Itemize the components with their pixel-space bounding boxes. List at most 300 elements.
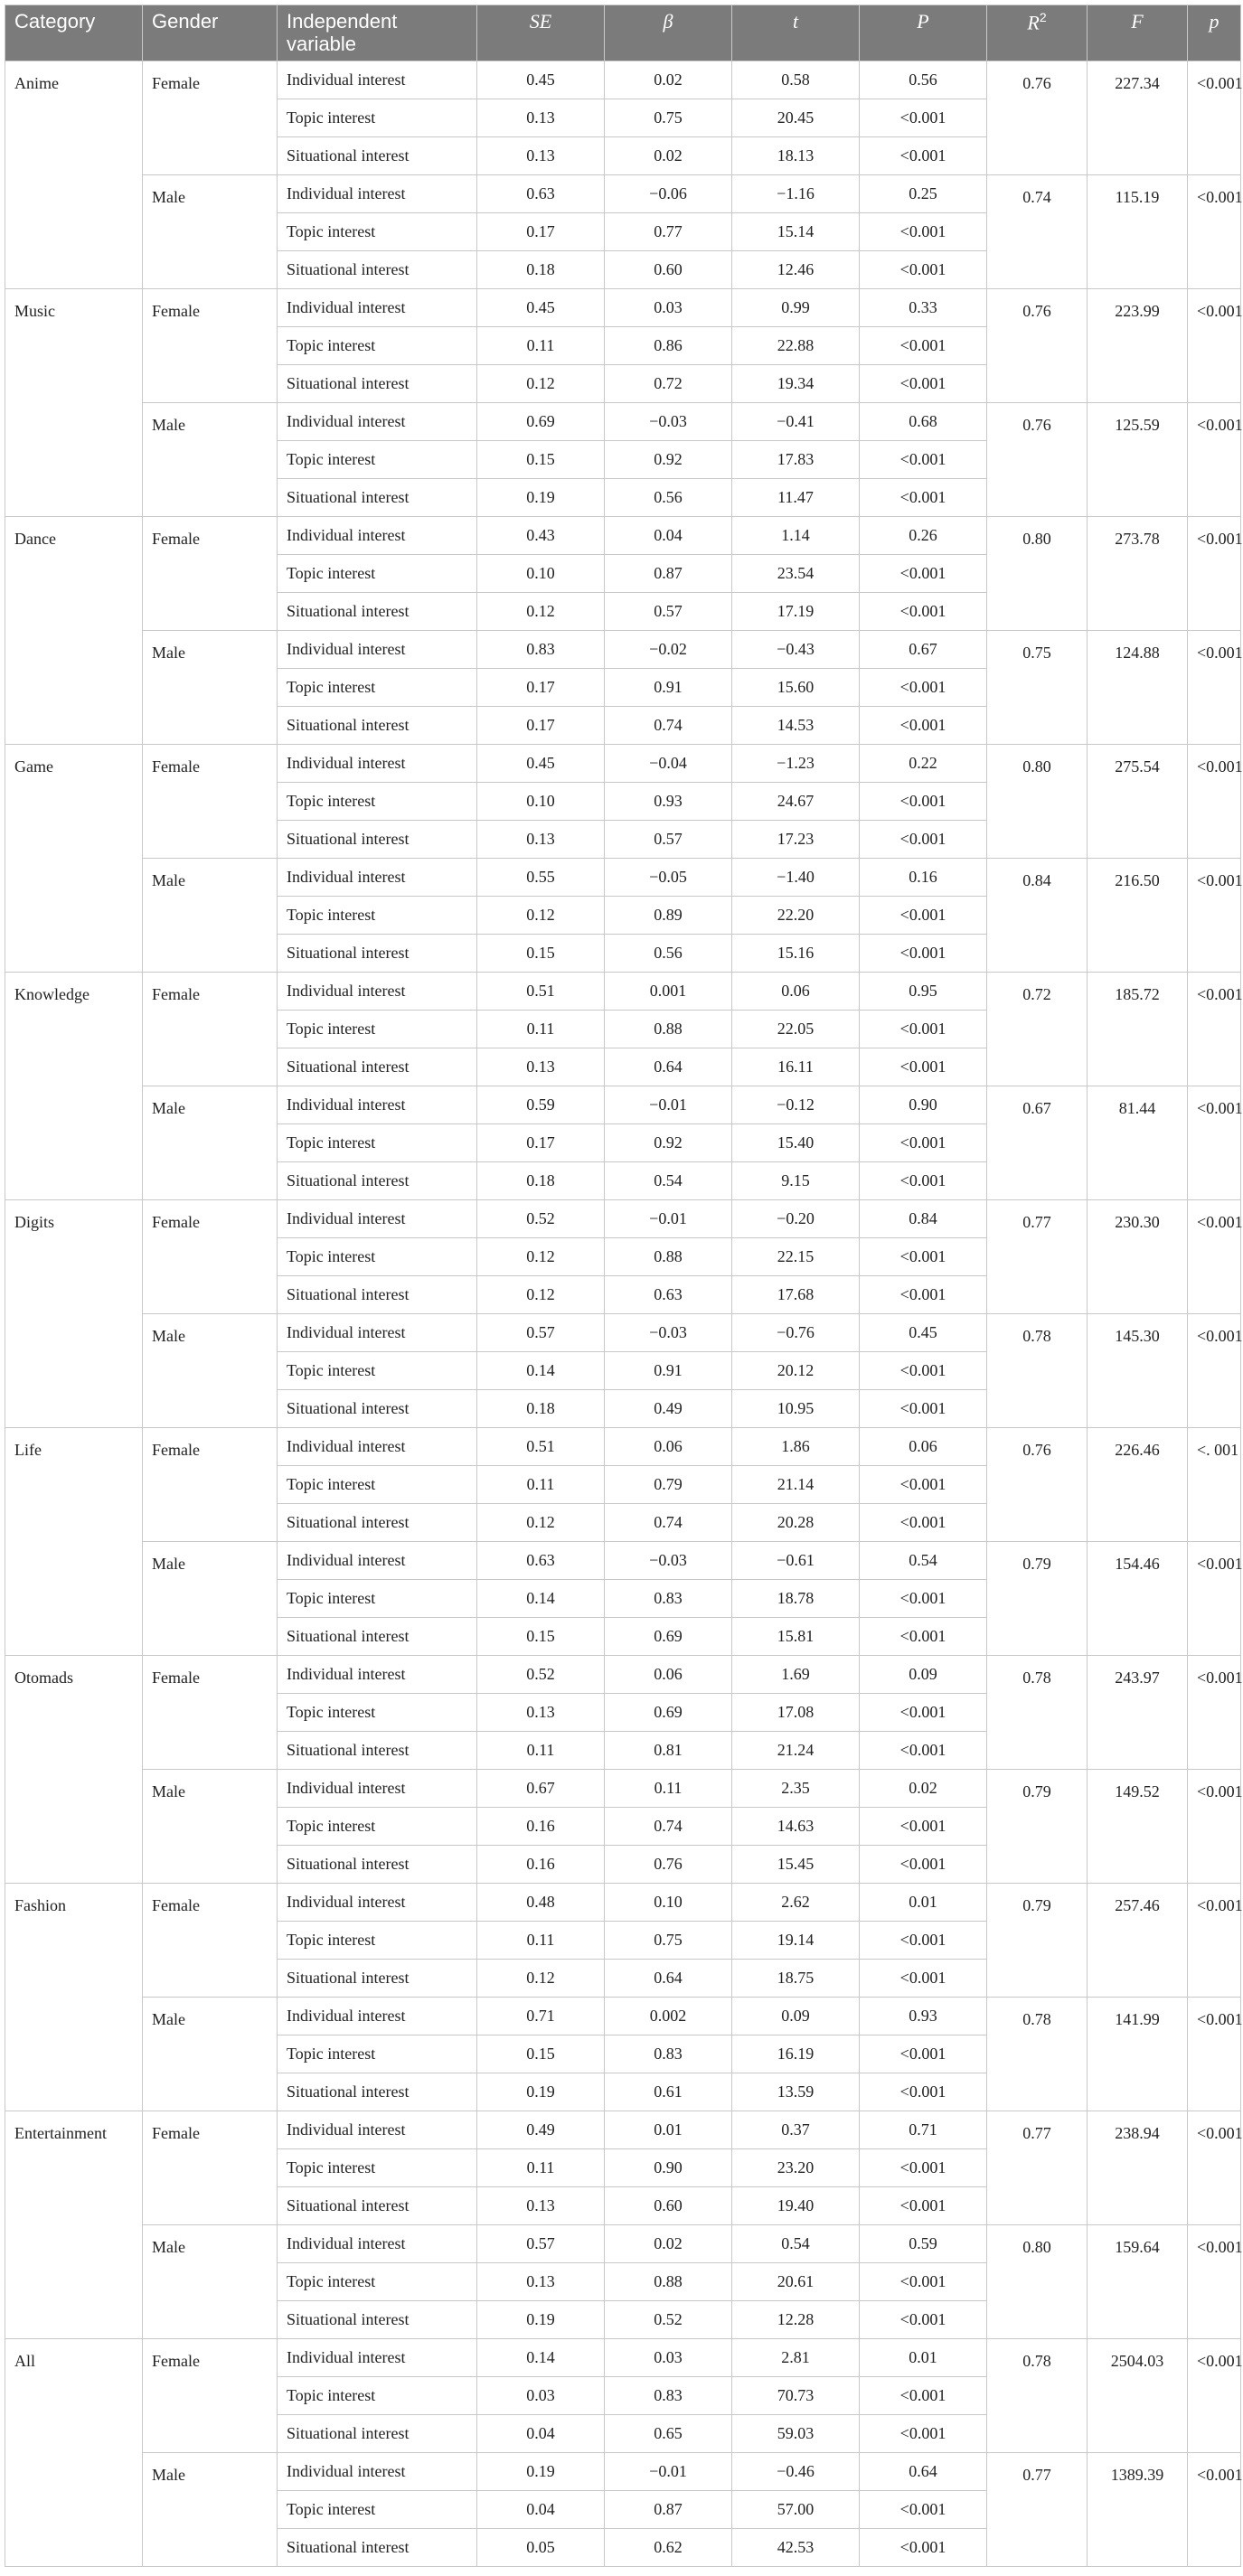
- independent-variable-cell: Individual interest: [278, 2339, 477, 2377]
- P-cell: 0.26: [860, 517, 987, 555]
- independent-variable-cell: Topic interest: [278, 555, 477, 593]
- category-cell: Knowledge: [5, 973, 143, 1200]
- independent-variable-cell: Situational interest: [278, 1390, 477, 1428]
- independent-variable-cell: Topic interest: [278, 213, 477, 251]
- P-cell: <0.001: [860, 251, 987, 289]
- beta-cell: 0.002: [605, 1998, 732, 2035]
- r2-cell: 0.79: [987, 1542, 1088, 1656]
- table-row: [5, 631, 1241, 669]
- t-cell: 0.06: [732, 973, 860, 1011]
- se-cell: 0.03: [477, 2377, 605, 2415]
- p-cell: <0.001: [1188, 2453, 1241, 2567]
- t-cell: 23.20: [732, 2149, 860, 2187]
- se-cell: 0.48: [477, 1884, 605, 1922]
- p-cell: <0.001: [1188, 973, 1241, 1086]
- beta-cell: 0.02: [605, 137, 732, 175]
- beta-cell: 0.03: [605, 2339, 732, 2377]
- independent-variable-cell: Situational interest: [278, 2073, 477, 2111]
- independent-variable-cell: Situational interest: [278, 1732, 477, 1770]
- r2-cell: 0.76: [987, 61, 1088, 175]
- header-category: Category: [5, 5, 143, 61]
- gender-cell: Male: [143, 859, 278, 973]
- beta-cell: 0.75: [605, 1922, 732, 1960]
- header-independent-variable: Independent variable: [278, 5, 477, 61]
- category-cell: All: [5, 2339, 143, 2567]
- independent-variable-cell: Topic interest: [278, 669, 477, 707]
- beta-cell: 0.83: [605, 1580, 732, 1618]
- P-cell: <0.001: [860, 1694, 987, 1732]
- se-cell: 0.15: [477, 935, 605, 973]
- category-cell: Anime: [5, 61, 143, 289]
- P-cell: <0.001: [860, 441, 987, 479]
- p-cell: <. 001: [1188, 1428, 1241, 1542]
- r2-cell: 0.77: [987, 2453, 1088, 2567]
- se-cell: 0.43: [477, 517, 605, 555]
- beta-cell: −0.05: [605, 859, 732, 897]
- gender-cell: Female: [143, 1656, 278, 1770]
- r2-cell: 0.80: [987, 2225, 1088, 2339]
- r2-cell: 0.79: [987, 1884, 1088, 1998]
- p-cell: <0.001: [1188, 1998, 1241, 2111]
- beta-cell: 0.11: [605, 1770, 732, 1808]
- p-cell: <0.001: [1188, 1884, 1241, 1998]
- independent-variable-cell: Individual interest: [278, 1656, 477, 1694]
- P-cell: <0.001: [860, 555, 987, 593]
- se-cell: 0.15: [477, 2035, 605, 2073]
- se-cell: 0.11: [477, 327, 605, 365]
- beta-cell: 0.60: [605, 251, 732, 289]
- beta-cell: 0.92: [605, 1124, 732, 1162]
- t-cell: 15.60: [732, 669, 860, 707]
- r2-cell: 0.80: [987, 745, 1088, 859]
- se-cell: 0.18: [477, 1390, 605, 1428]
- se-cell: 0.17: [477, 1124, 605, 1162]
- gender-cell: Female: [143, 61, 278, 175]
- r2-cell: 0.78: [987, 1314, 1088, 1428]
- beta-cell: 0.10: [605, 1884, 732, 1922]
- beta-cell: 0.69: [605, 1694, 732, 1732]
- beta-cell: 0.72: [605, 365, 732, 403]
- table-row: [5, 1086, 1241, 1124]
- t-cell: 2.62: [732, 1884, 860, 1922]
- beta-cell: 0.49: [605, 1390, 732, 1428]
- r2-cell: 0.75: [987, 631, 1088, 745]
- beta-cell: 0.88: [605, 1238, 732, 1276]
- header-P: P: [860, 5, 987, 61]
- beta-cell: 0.64: [605, 1048, 732, 1086]
- t-cell: 15.40: [732, 1124, 860, 1162]
- table-row: [5, 1200, 1241, 1238]
- table-row: [5, 2225, 1241, 2263]
- r2-cell: 0.78: [987, 2339, 1088, 2453]
- independent-variable-cell: Individual interest: [278, 1428, 477, 1466]
- independent-variable-cell: Individual interest: [278, 1542, 477, 1580]
- P-cell: 0.25: [860, 175, 987, 213]
- P-cell: 0.59: [860, 2225, 987, 2263]
- independent-variable-cell: Situational interest: [278, 137, 477, 175]
- P-cell: <0.001: [860, 821, 987, 859]
- beta-cell: 0.64: [605, 1960, 732, 1998]
- se-cell: 0.17: [477, 669, 605, 707]
- independent-variable-cell: Individual interest: [278, 1314, 477, 1352]
- P-cell: <0.001: [860, 2529, 987, 2567]
- gender-cell: Female: [143, 745, 278, 859]
- se-cell: 0.67: [477, 1770, 605, 1808]
- p-cell: <0.001: [1188, 1086, 1241, 1200]
- P-cell: <0.001: [860, 1466, 987, 1504]
- independent-variable-cell: Individual interest: [278, 745, 477, 783]
- independent-variable-cell: Topic interest: [278, 441, 477, 479]
- gender-cell: Male: [143, 1770, 278, 1884]
- F-cell: 223.99: [1088, 289, 1188, 403]
- independent-variable-cell: Situational interest: [278, 2301, 477, 2339]
- beta-cell: 0.03: [605, 289, 732, 327]
- F-cell: 226.46: [1088, 1428, 1188, 1542]
- se-cell: 0.63: [477, 175, 605, 213]
- P-cell: 0.90: [860, 1086, 987, 1124]
- P-cell: <0.001: [860, 1960, 987, 1998]
- se-cell: 0.11: [477, 1011, 605, 1048]
- category-cell: Entertainment: [5, 2111, 143, 2339]
- P-cell: <0.001: [860, 137, 987, 175]
- beta-cell: −0.02: [605, 631, 732, 669]
- p-cell: <0.001: [1188, 631, 1241, 745]
- se-cell: 0.04: [477, 2415, 605, 2453]
- t-cell: 0.58: [732, 61, 860, 99]
- p-cell: <0.001: [1188, 175, 1241, 289]
- independent-variable-cell: Individual interest: [278, 1998, 477, 2035]
- p-cell: <0.001: [1188, 859, 1241, 973]
- P-cell: <0.001: [860, 935, 987, 973]
- table-row: [5, 1656, 1241, 1694]
- table-row: [5, 2453, 1241, 2491]
- P-cell: <0.001: [860, 213, 987, 251]
- F-cell: 81.44: [1088, 1086, 1188, 1200]
- t-cell: −1.40: [732, 859, 860, 897]
- P-cell: <0.001: [860, 2149, 987, 2187]
- se-cell: 0.52: [477, 1200, 605, 1238]
- se-cell: 0.12: [477, 1960, 605, 1998]
- header-r2: $R^2$: [987, 5, 1088, 61]
- table-row: [5, 1884, 1241, 1922]
- P-cell: <0.001: [860, 897, 987, 935]
- beta-cell: −0.04: [605, 745, 732, 783]
- independent-variable-cell: Topic interest: [278, 897, 477, 935]
- category-cell: Otomads: [5, 1656, 143, 1884]
- gender-cell: Female: [143, 517, 278, 631]
- P-cell: <0.001: [860, 669, 987, 707]
- se-cell: 0.12: [477, 593, 605, 631]
- category-cell: Music: [5, 289, 143, 517]
- beta-cell: 0.61: [605, 2073, 732, 2111]
- P-cell: 0.01: [860, 2339, 987, 2377]
- gender-cell: Male: [143, 2453, 278, 2567]
- P-cell: 0.06: [860, 1428, 987, 1466]
- beta-cell: 0.02: [605, 61, 732, 99]
- se-cell: 0.13: [477, 2263, 605, 2301]
- p-cell: <0.001: [1188, 1770, 1241, 1884]
- t-cell: 22.05: [732, 1011, 860, 1048]
- se-cell: 0.13: [477, 821, 605, 859]
- P-cell: 0.64: [860, 2453, 987, 2491]
- se-cell: 0.63: [477, 1542, 605, 1580]
- t-cell: 18.75: [732, 1960, 860, 1998]
- P-cell: 0.16: [860, 859, 987, 897]
- P-cell: 0.67: [860, 631, 987, 669]
- beta-cell: 0.69: [605, 1618, 732, 1656]
- t-cell: 15.14: [732, 213, 860, 251]
- table-row: [5, 1542, 1241, 1580]
- category-cell: Digits: [5, 1200, 143, 1428]
- p-cell: <0.001: [1188, 1314, 1241, 1428]
- header-F: F: [1088, 5, 1188, 61]
- t-cell: −0.20: [732, 1200, 860, 1238]
- independent-variable-cell: Situational interest: [278, 365, 477, 403]
- independent-variable-cell: Topic interest: [278, 2149, 477, 2187]
- beta-cell: 0.90: [605, 2149, 732, 2187]
- F-cell: 216.50: [1088, 859, 1188, 973]
- beta-cell: −0.06: [605, 175, 732, 213]
- F-cell: 185.72: [1088, 973, 1188, 1086]
- independent-variable-cell: Situational interest: [278, 935, 477, 973]
- se-cell: 0.55: [477, 859, 605, 897]
- p-cell: <0.001: [1188, 289, 1241, 403]
- P-cell: 0.56: [860, 61, 987, 99]
- beta-cell: 0.02: [605, 2225, 732, 2263]
- se-cell: 0.57: [477, 2225, 605, 2263]
- gender-cell: Male: [143, 403, 278, 517]
- table-row: [5, 289, 1241, 327]
- F-cell: 125.59: [1088, 403, 1188, 517]
- r2-cell: 0.79: [987, 1770, 1088, 1884]
- F-cell: 273.78: [1088, 517, 1188, 631]
- t-cell: 9.15: [732, 1162, 860, 1200]
- se-cell: 0.45: [477, 289, 605, 327]
- P-cell: <0.001: [860, 2415, 987, 2453]
- t-cell: 20.61: [732, 2263, 860, 2301]
- t-cell: −0.46: [732, 2453, 860, 2491]
- beta-cell: 0.74: [605, 707, 732, 745]
- independent-variable-cell: Situational interest: [278, 1960, 477, 1998]
- se-cell: 0.71: [477, 1998, 605, 2035]
- r2-cell: 0.76: [987, 1428, 1088, 1542]
- t-cell: 18.13: [732, 137, 860, 175]
- independent-variable-cell: Situational interest: [278, 1504, 477, 1542]
- se-cell: 0.17: [477, 213, 605, 251]
- independent-variable-cell: Individual interest: [278, 2111, 477, 2149]
- independent-variable-cell: Situational interest: [278, 1618, 477, 1656]
- independent-variable-cell: Individual interest: [278, 289, 477, 327]
- P-cell: 0.93: [860, 1998, 987, 2035]
- beta-cell: 0.91: [605, 1352, 732, 1390]
- table-row: [5, 1428, 1241, 1466]
- independent-variable-cell: Topic interest: [278, 327, 477, 365]
- se-cell: 0.18: [477, 251, 605, 289]
- independent-variable-cell: Situational interest: [278, 1276, 477, 1314]
- t-cell: 42.53: [732, 2529, 860, 2567]
- t-cell: 0.99: [732, 289, 860, 327]
- gender-cell: Female: [143, 973, 278, 1086]
- independent-variable-cell: Individual interest: [278, 631, 477, 669]
- beta-cell: 0.83: [605, 2377, 732, 2415]
- table-row: [5, 745, 1241, 783]
- independent-variable-cell: Situational interest: [278, 1162, 477, 1200]
- table-row: [5, 2339, 1241, 2377]
- se-cell: 0.83: [477, 631, 605, 669]
- p-cell: <0.001: [1188, 403, 1241, 517]
- beta-cell: −0.01: [605, 1086, 732, 1124]
- P-cell: <0.001: [860, 365, 987, 403]
- beta-cell: −0.03: [605, 403, 732, 441]
- P-cell: <0.001: [860, 1504, 987, 1542]
- r2-cell: 0.78: [987, 1998, 1088, 2111]
- P-cell: <0.001: [860, 2491, 987, 2529]
- t-cell: 12.46: [732, 251, 860, 289]
- P-cell: 0.84: [860, 1200, 987, 1238]
- t-cell: 1.69: [732, 1656, 860, 1694]
- beta-cell: 0.001: [605, 973, 732, 1011]
- beta-cell: 0.88: [605, 1011, 732, 1048]
- independent-variable-cell: Individual interest: [278, 973, 477, 1011]
- table-row: [5, 1998, 1241, 2035]
- independent-variable-cell: Situational interest: [278, 1048, 477, 1086]
- header-gender: Gender: [143, 5, 278, 61]
- independent-variable-cell: Topic interest: [278, 1922, 477, 1960]
- beta-cell: 0.06: [605, 1428, 732, 1466]
- independent-variable-cell: Topic interest: [278, 2035, 477, 2073]
- table-row: [5, 859, 1241, 897]
- r2-cell: 0.72: [987, 973, 1088, 1086]
- beta-cell: 0.63: [605, 1276, 732, 1314]
- t-cell: 19.34: [732, 365, 860, 403]
- F-cell: 275.54: [1088, 745, 1188, 859]
- table-row: [5, 517, 1241, 555]
- t-cell: 1.14: [732, 517, 860, 555]
- t-cell: 17.68: [732, 1276, 860, 1314]
- beta-cell: 0.01: [605, 2111, 732, 2149]
- t-cell: 24.67: [732, 783, 860, 821]
- t-cell: 12.28: [732, 2301, 860, 2339]
- se-cell: 0.15: [477, 441, 605, 479]
- beta-cell: 0.74: [605, 1504, 732, 1542]
- gender-cell: Male: [143, 1542, 278, 1656]
- t-cell: 21.24: [732, 1732, 860, 1770]
- t-cell: 21.14: [732, 1466, 860, 1504]
- beta-cell: 0.88: [605, 2263, 732, 2301]
- P-cell: <0.001: [860, 2263, 987, 2301]
- beta-cell: 0.56: [605, 935, 732, 973]
- gender-cell: Male: [143, 175, 278, 289]
- t-cell: −1.16: [732, 175, 860, 213]
- P-cell: <0.001: [860, 2035, 987, 2073]
- t-cell: −0.41: [732, 403, 860, 441]
- t-cell: −1.23: [732, 745, 860, 783]
- independent-variable-cell: Individual interest: [278, 859, 477, 897]
- table-row: [5, 2111, 1241, 2149]
- independent-variable-cell: Situational interest: [278, 2529, 477, 2567]
- beta-cell: 0.86: [605, 327, 732, 365]
- header-se: SE: [477, 5, 605, 61]
- independent-variable-cell: Individual interest: [278, 61, 477, 99]
- t-cell: 0.37: [732, 2111, 860, 2149]
- P-cell: <0.001: [860, 783, 987, 821]
- se-cell: 0.12: [477, 1238, 605, 1276]
- t-cell: 57.00: [732, 2491, 860, 2529]
- beta-cell: 0.77: [605, 213, 732, 251]
- F-cell: 1389.39: [1088, 2453, 1188, 2567]
- t-cell: 19.40: [732, 2187, 860, 2225]
- se-cell: 0.59: [477, 1086, 605, 1124]
- beta-cell: −0.01: [605, 2453, 732, 2491]
- p-cell: <0.001: [1188, 517, 1241, 631]
- header-row: [5, 5, 1241, 61]
- gender-cell: Male: [143, 631, 278, 745]
- t-cell: 15.16: [732, 935, 860, 973]
- independent-variable-cell: Individual interest: [278, 1884, 477, 1922]
- p-cell: <0.001: [1188, 1656, 1241, 1770]
- independent-variable-cell: Topic interest: [278, 1466, 477, 1504]
- beta-cell: 0.76: [605, 1846, 732, 1884]
- beta-cell: 0.06: [605, 1656, 732, 1694]
- header-p: p: [1188, 5, 1241, 61]
- independent-variable-cell: Topic interest: [278, 1124, 477, 1162]
- se-cell: 0.14: [477, 1352, 605, 1390]
- F-cell: 145.30: [1088, 1314, 1188, 1428]
- se-cell: 0.10: [477, 555, 605, 593]
- se-cell: 0.04: [477, 2491, 605, 2529]
- t-cell: 16.11: [732, 1048, 860, 1086]
- gender-cell: Male: [143, 1314, 278, 1428]
- beta-cell: −0.01: [605, 1200, 732, 1238]
- t-cell: −0.43: [732, 631, 860, 669]
- se-cell: 0.13: [477, 99, 605, 137]
- P-cell: <0.001: [860, 327, 987, 365]
- beta-cell: 0.04: [605, 517, 732, 555]
- P-cell: 0.02: [860, 1770, 987, 1808]
- table-row: [5, 973, 1241, 1011]
- beta-cell: 0.89: [605, 897, 732, 935]
- gender-cell: Male: [143, 1086, 278, 1200]
- independent-variable-cell: Topic interest: [278, 99, 477, 137]
- se-cell: 0.57: [477, 1314, 605, 1352]
- se-cell: 0.16: [477, 1808, 605, 1846]
- F-cell: 115.19: [1088, 175, 1188, 289]
- r2-cell: 0.84: [987, 859, 1088, 973]
- p-cell: <0.001: [1188, 1200, 1241, 1314]
- t-cell: 70.73: [732, 2377, 860, 2415]
- table-row: [5, 61, 1241, 99]
- se-cell: 0.13: [477, 2187, 605, 2225]
- P-cell: <0.001: [860, 2301, 987, 2339]
- independent-variable-cell: Topic interest: [278, 1238, 477, 1276]
- beta-cell: 0.62: [605, 2529, 732, 2567]
- t-cell: 1.86: [732, 1428, 860, 1466]
- r2-cell: 0.74: [987, 175, 1088, 289]
- se-cell: 0.13: [477, 1048, 605, 1086]
- t-cell: 16.19: [732, 2035, 860, 2073]
- P-cell: <0.001: [860, 2187, 987, 2225]
- P-cell: <0.001: [860, 1846, 987, 1884]
- P-cell: 0.01: [860, 1884, 987, 1922]
- category-cell: Fashion: [5, 1884, 143, 2111]
- P-cell: <0.001: [860, 1732, 987, 1770]
- beta-cell: 0.79: [605, 1466, 732, 1504]
- t-cell: 0.09: [732, 1998, 860, 2035]
- se-cell: 0.19: [477, 2073, 605, 2111]
- gender-cell: Female: [143, 1884, 278, 1998]
- F-cell: 124.88: [1088, 631, 1188, 745]
- P-cell: 0.22: [860, 745, 987, 783]
